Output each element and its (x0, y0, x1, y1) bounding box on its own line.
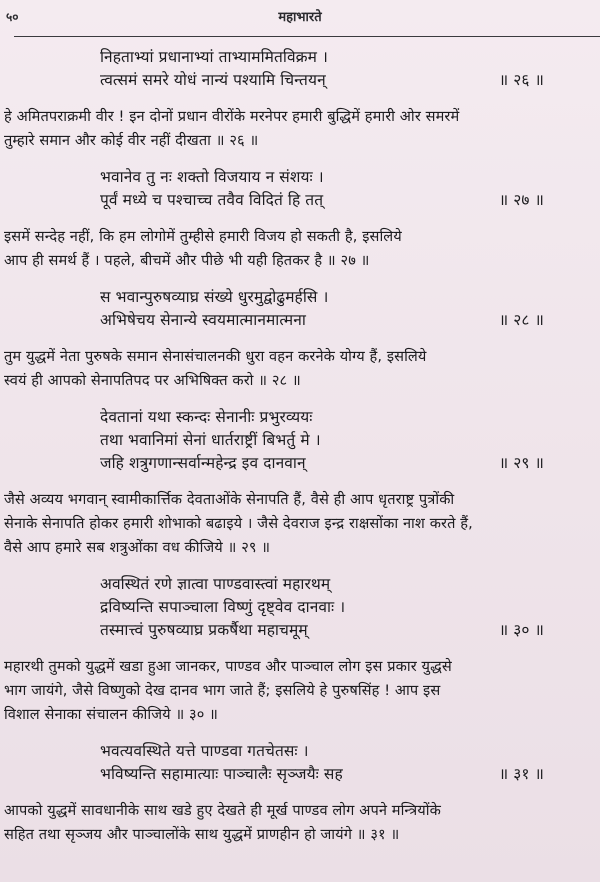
translation-line: स्वयं ही आपको सेनापतिपद पर अभिषिक्त करो ॥ २८ ॥ (4, 372, 301, 389)
verse-text: तथा भवानिमां सेनां धार्तराष्ट्रीं बिभर्तु मे । (100, 431, 321, 449)
page-header (0, 0, 600, 40)
translation-line: भाग जायंगे, जैसे विष्णुको देख दानव भाग जाते हैं; इसलिये हे पुरुषसिंह ! आप इस (4, 682, 441, 699)
verse-line (100, 406, 544, 429)
verse-number: ॥ २६ ॥ (498, 71, 544, 89)
translation-line: विशाल सेनाका संचालन कीजिये ॥ ३० ॥ (4, 706, 218, 723)
verse-text: अभिषेचय सेनान्ये स्वयमात्मानमात्मना (100, 311, 306, 329)
verse-number: ॥ ३० ॥ (498, 621, 544, 639)
verse-line (100, 573, 544, 596)
translation-line: इसमें सन्देह नहीं, कि हम लोगोमें तुम्हीसे हमारी विजय हो सकती है, इसलिये (4, 228, 402, 245)
verse-line (100, 309, 544, 332)
translation-line: आप ही समर्थ हैं । पहले, बीचमें और पीछे भी यही हितकर है ॥ २७ ॥ (4, 252, 370, 269)
translation-line: सहित तथा सृञ्जय और पाञ्चालोंके साथ युद्धमें प्राणहीन हो जायंगे ॥ ३१ ॥ (4, 826, 400, 843)
verse-line (100, 763, 544, 786)
verse-line (100, 740, 544, 763)
verse-text: भवत्यवस्थिते यत्ते पाण्डवा गतचेतसः । (100, 742, 309, 760)
verse-number: ॥ २८ ॥ (498, 311, 544, 329)
verse-number: ॥ २७ ॥ (498, 191, 544, 209)
verse-text: द्रविष्यन्ति सपाञ्चाला विष्णुं दृष्ट्वेव दानवाः । (100, 598, 346, 616)
sanskrit-verse (0, 286, 600, 332)
verse-line (100, 46, 544, 69)
sanskrit-verse (0, 573, 600, 642)
verse-text: स भवान्पुरुषव्याघ्र संख्ये धुरमुद्वोढुमर्हसि । (100, 288, 329, 306)
verse-line (100, 452, 544, 475)
sanskrit-verse (0, 406, 600, 475)
sanskrit-verse (0, 166, 600, 212)
sanskrit-verse (0, 46, 600, 92)
sanskrit-verse (0, 740, 600, 786)
header-rule (14, 36, 600, 37)
verse-line (100, 286, 544, 309)
translation-line: तुम्हारे समान और कोई वीर नहीं दीखता ॥ २६ ॥ (4, 132, 259, 149)
hindi-translation (0, 105, 600, 153)
verse-line (100, 189, 544, 212)
page-content (0, 46, 600, 860)
verse-text: भविष्यन्ति सहामात्याः पाञ्चालैः सृञ्जयैः सह (100, 765, 343, 783)
hindi-translation (0, 655, 600, 727)
verse-text: तस्मात्त्वं पुरुषव्याघ्र प्रकर्षैथा महाचमूम् (100, 621, 308, 639)
running-title: महाभारते (278, 10, 322, 25)
hindi-translation (0, 488, 600, 560)
page-number: ५० (6, 10, 19, 24)
translation-line: वैसे आप हमारे सब शत्रुओंका वध कीजिये ॥ २९ ॥ (4, 539, 271, 556)
verse-text: देवतानां यथा स्कन्दः सेनानीः प्रभुरव्ययः (100, 408, 313, 426)
verse-line (100, 69, 544, 92)
translation-line: जैसे अव्यय भगवान् स्वामीकार्त्तिक देवताओंके सेनापति हैं, वैसे ही आप धृतराष्ट्र पुत्रोंकी (4, 491, 455, 508)
hindi-translation (0, 225, 600, 273)
hindi-translation (0, 345, 600, 393)
verse-number: ॥ ३१ ॥ (498, 765, 544, 783)
translation-line: हे अमितपराक्रमी वीर ! इन दोनों प्रधान वीरोंके मरनेपर हमारी बुद्धिमें हमारी ओर समरमें (4, 108, 460, 125)
translation-line: सेनाके सेनापति होकर हमारी शोभाको बढाइये । जैसे देवराज इन्द्र राक्षसोंका नाश करते हैं, (4, 515, 473, 532)
verse-text: निहताभ्यां प्रधानाभ्यां ताभ्याममितविक्रम । (100, 48, 329, 66)
verse-number: ॥ २९ ॥ (498, 454, 544, 472)
verse-text: त्वत्समं समरे योधं नान्यं पश्यामि चिन्तयन् (100, 71, 326, 89)
verse-text: अवस्थितं रणे ज्ञात्वा पाण्डवास्त्वां महारथम् (100, 575, 331, 593)
verse-text: भवानेव तु नः शक्तो विजयाय न संशयः । (100, 168, 324, 186)
translation-line: तुम युद्धमें नेता पुरुषके समान सेनासंचालनकी धुरा वहन करनेके योग्य हैं, इसलिये (4, 348, 427, 365)
verse-text: पूर्वं मध्ये च पश्चाच्च तवैव विदितं हि तत् (100, 191, 324, 209)
verse-line (100, 596, 544, 619)
verse-text: जहि शत्रुगणान्सर्वान्महेन्द्र इव दानवान् (100, 454, 306, 472)
verse-line (100, 429, 544, 452)
hindi-translation (0, 799, 600, 847)
translation-line: आपको युद्धमें सावधानीके साथ खडे हुए देखते ही मूर्ख पाण्डव लोग अपने मन्त्रियोंके (4, 802, 441, 819)
verse-line (100, 619, 544, 642)
translation-line: महारथी तुमको युद्धमें खडा हुआ जानकर, पाण्डव और पाञ्चाल लोग इस प्रकार युद्धसे (4, 658, 452, 675)
verse-line (100, 166, 544, 189)
